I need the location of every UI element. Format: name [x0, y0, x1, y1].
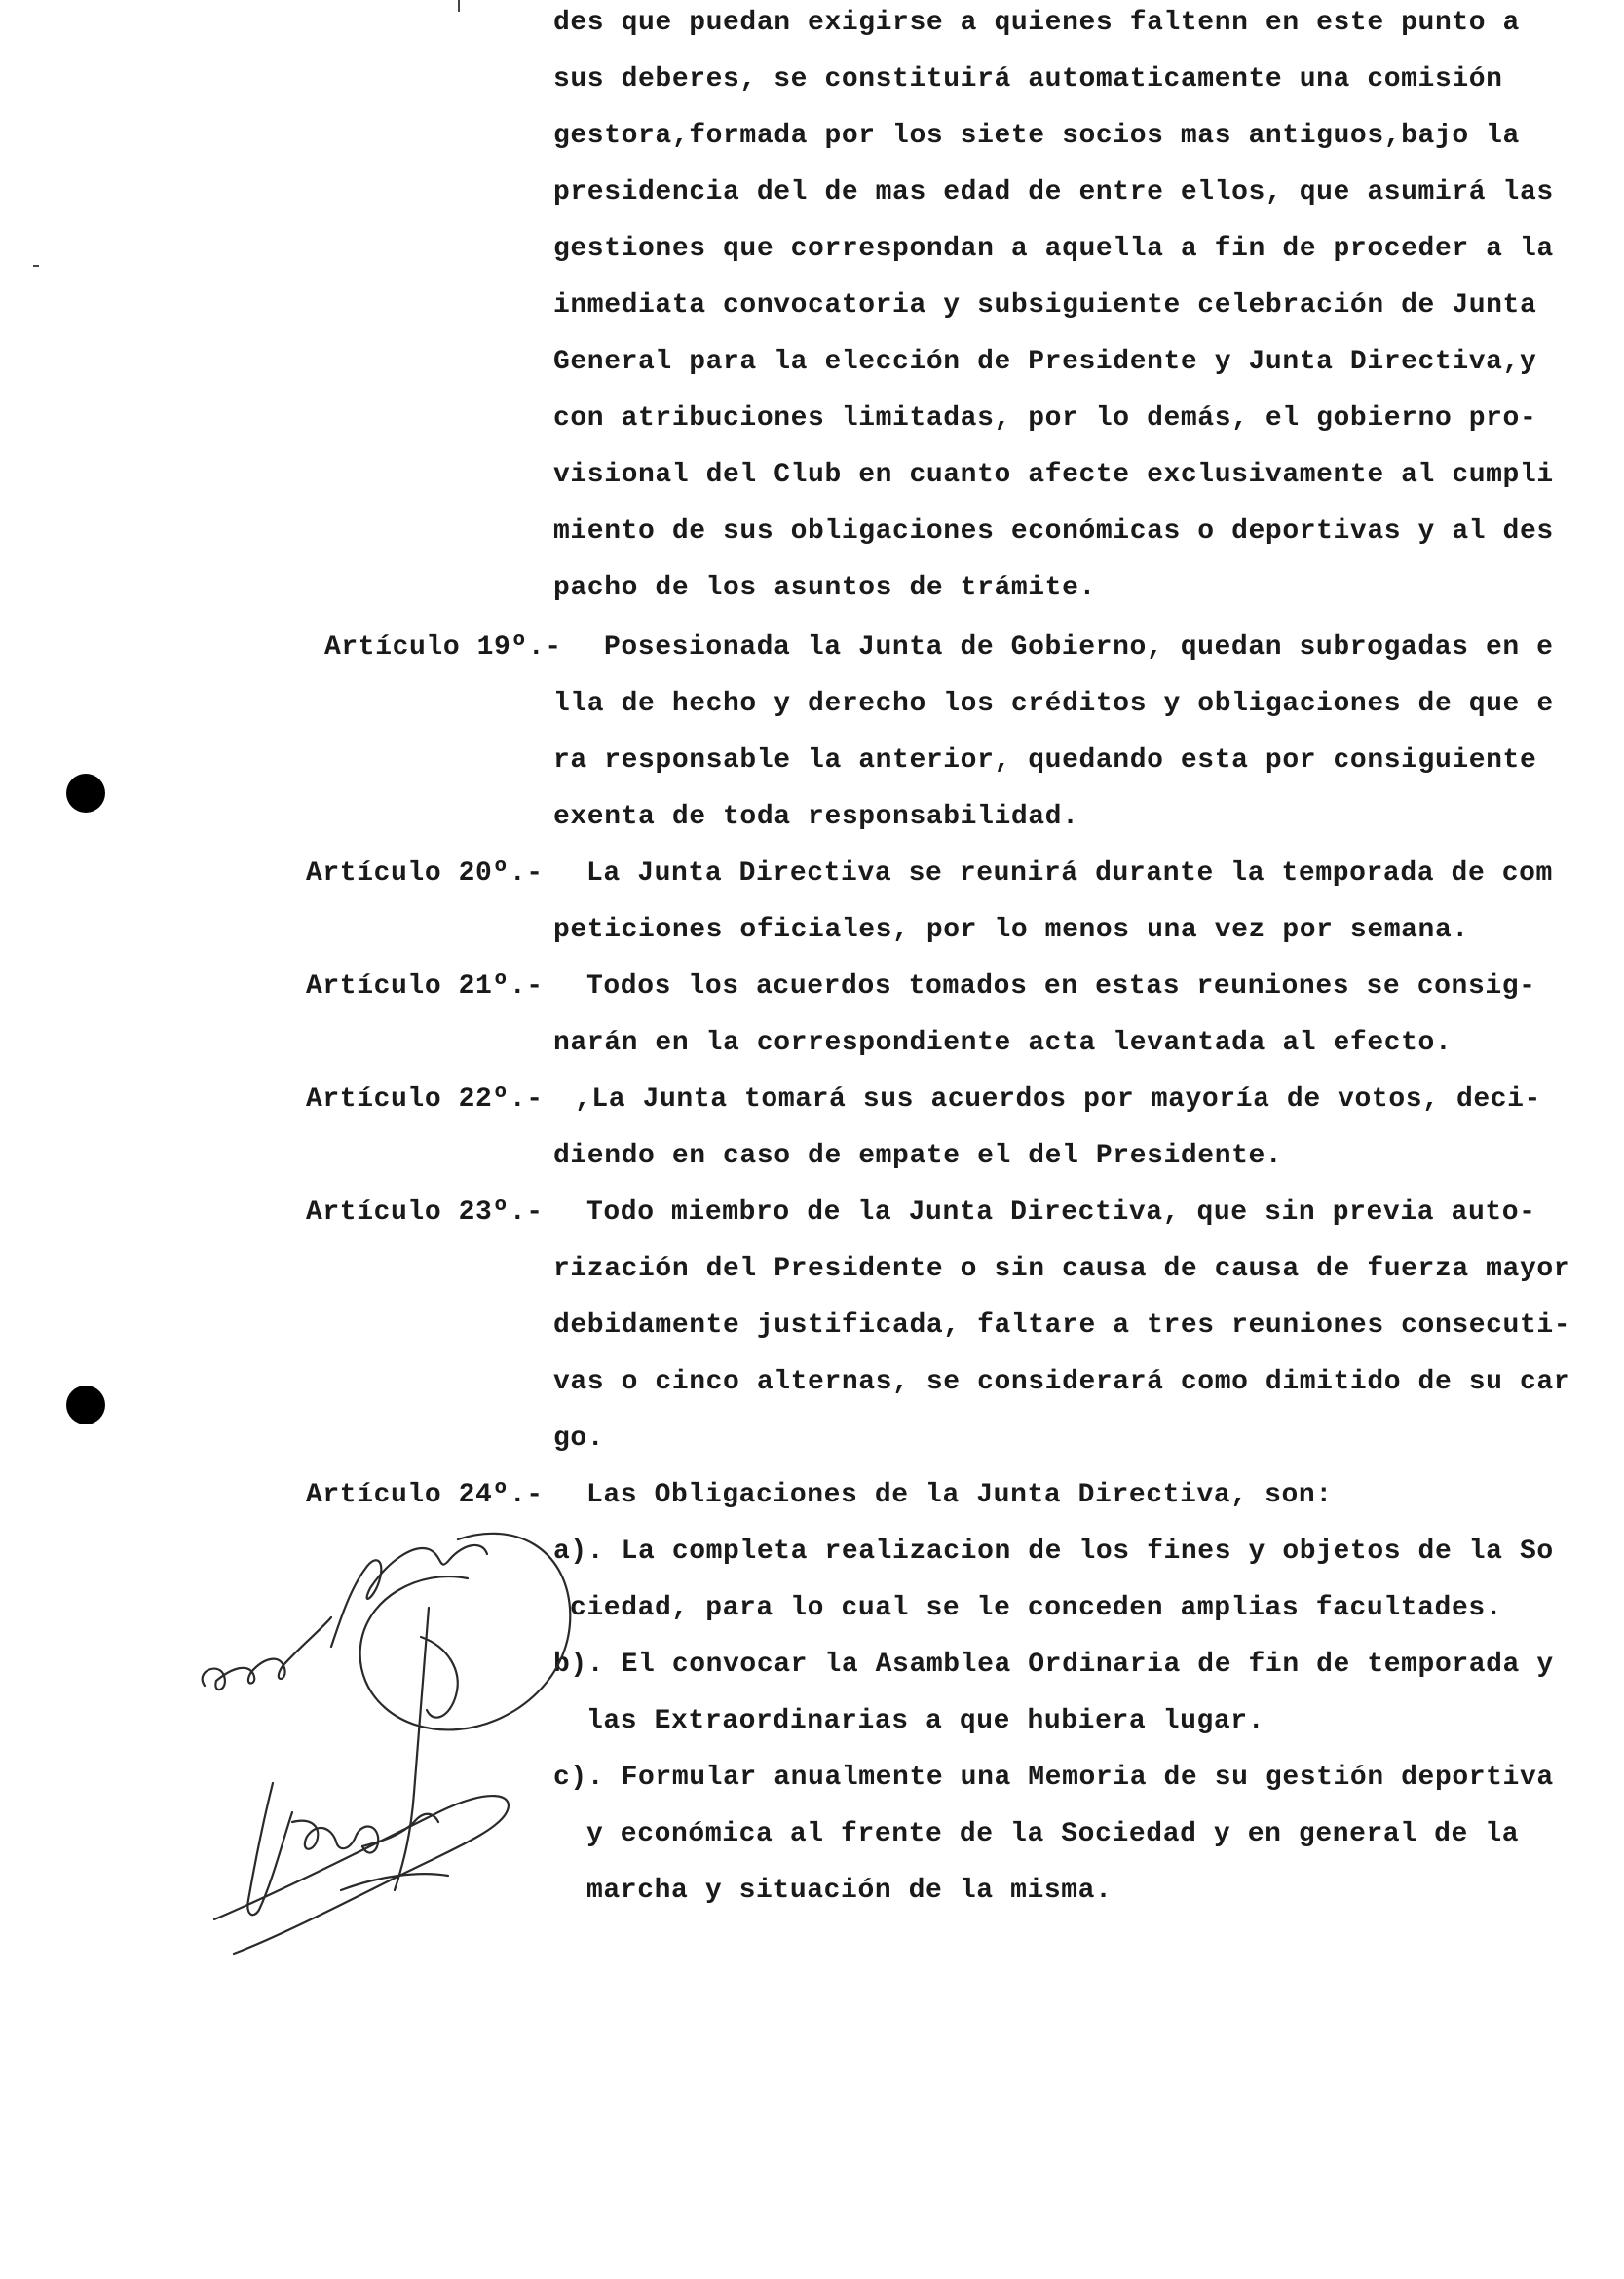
article-22-text: ,La Junta tomará sus acuerdos por mayoría de votos, deci-: [575, 1084, 1541, 1115]
article-21-text: Todos los acuerdos tomados en estas reuniones se consig-: [586, 971, 1536, 1002]
obligation-a: ciedad, para lo cual se le conceden amplias facultades.: [570, 1593, 1503, 1623]
text-line: presidencia del de mas edad de entre ellos, que asumirá las: [553, 177, 1554, 208]
text-line: con atribuciones limitadas, por lo demás, el gobierno pro-: [553, 403, 1537, 434]
article-22-text: diendo en caso de empate el del Presidente.: [553, 1141, 1283, 1171]
handwritten-signature: [195, 1500, 604, 1958]
obligation-b: las Extraordinarias a que hubiera lugar.: [586, 1706, 1265, 1736]
article-23-text: go.: [553, 1424, 605, 1454]
obligation-b: b). El convocar la Asamblea Ordinaria de fin de temporada y: [553, 1650, 1554, 1680]
article-19-text: Posesionada la Junta de Gobierno, quedan subrogadas en e: [604, 632, 1554, 663]
article-21-label: Artículo 21º.-: [306, 971, 544, 1002]
obligation-a: a). La completa realizacion de los fines y objetos de la So: [553, 1537, 1554, 1567]
article-20-label: Artículo 20º.-: [306, 858, 544, 889]
text-line: visional del Club en cuanto afecte exclusivamente al cumpli: [553, 460, 1554, 490]
punch-hole-bottom: [66, 1386, 105, 1424]
punch-hole-top: [66, 774, 105, 813]
article-20-text: La Junta Directiva se reunirá durante la temporada de com: [586, 858, 1553, 889]
text-line: des que puedan exigirse a quienes faltenn en este punto a: [553, 8, 1520, 38]
obligation-c: marcha y situación de la misma.: [586, 1876, 1113, 1906]
article-24-label: Artículo 24º.-: [306, 1480, 544, 1510]
article-19-text: exenta de toda responsabilidad.: [553, 802, 1079, 832]
text-line: miento de sus obligaciones económicas o deportivas y al des: [553, 516, 1554, 547]
article-20-text: peticiones oficiales, por lo menos una vez por semana.: [553, 915, 1469, 945]
article-23-text: Todo miembro de la Junta Directiva, que sin previa auto-: [586, 1197, 1536, 1228]
article-24-text: Las Obligaciones de la Junta Directiva, son:: [586, 1480, 1333, 1510]
article-23-text: debidamente justificada, faltare a tres reuniones consecuti-: [553, 1310, 1571, 1341]
article-23-text: rización del Presidente o sin causa de causa de fuerza mayor: [553, 1254, 1571, 1284]
margin-mark: [458, 0, 460, 12]
text-line: sus deberes, se constituirá automaticamente una comisión: [553, 64, 1503, 95]
article-22-label: Artículo 22º.-: [306, 1084, 544, 1115]
article-19-label: Artículo 19º.-: [324, 632, 562, 663]
obligation-c: c). Formular anualmente una Memoria de su gestión deportiva: [553, 1763, 1554, 1793]
text-line: inmediata convocatoria y subsiguiente celebración de Junta: [553, 290, 1537, 321]
article-19-text: ra responsable la anterior, quedando esta por consiguiente: [553, 745, 1537, 776]
article-19-text: lla de hecho y derecho los créditos y obligaciones de que e: [553, 689, 1554, 719]
margin-mark: [33, 265, 39, 267]
article-23-text: vas o cinco alternas, se considerará como dimitido de su car: [553, 1367, 1571, 1397]
obligation-c: y económica al frente de la Sociedad y en general de la: [586, 1819, 1520, 1849]
article-21-text: narán en la correspondiente acta levantada al efecto.: [553, 1028, 1453, 1058]
article-23-label: Artículo 23º.-: [306, 1197, 544, 1228]
text-line: pacho de los asuntos de trámite.: [553, 573, 1096, 603]
text-line: gestora,formada por los siete socios mas antiguos,bajo la: [553, 121, 1520, 151]
text-line: gestiones que correspondan a aquella a fin de proceder a la: [553, 234, 1554, 264]
text-line: General para la elección de Presidente y Junta Directiva,y: [553, 347, 1537, 377]
